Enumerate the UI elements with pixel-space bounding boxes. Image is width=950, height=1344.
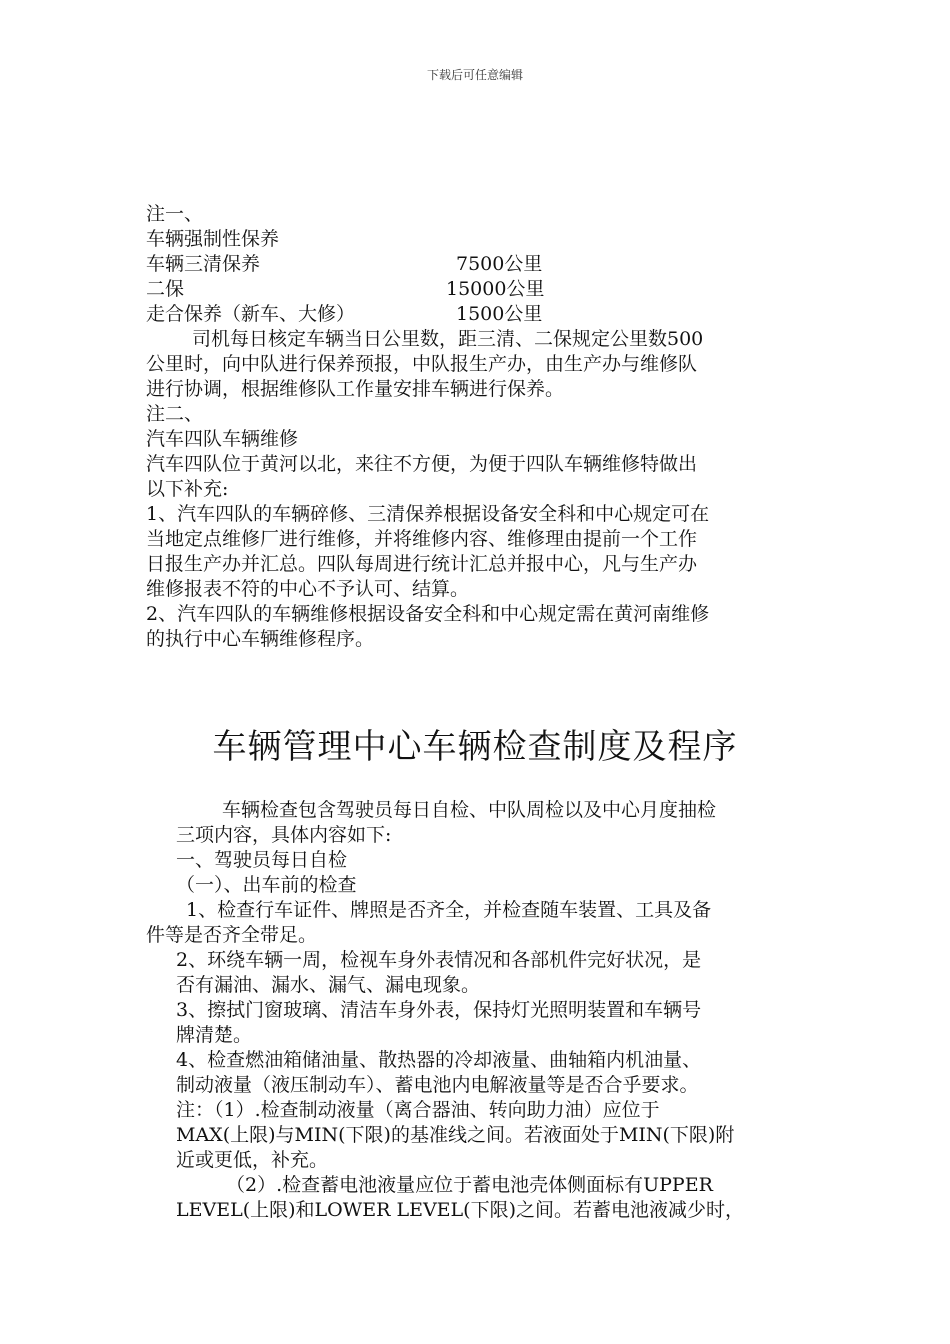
paragraph-line: 司机每日核定车辆当日公里数，距三清、二保规定公里数500 bbox=[192, 328, 704, 350]
note2-label: 注二、 bbox=[146, 403, 204, 425]
paragraph-line: 维修报表不符的中心不予认可、结算。 bbox=[146, 578, 470, 600]
item-name: 走合保养（新车、大修） bbox=[146, 303, 356, 325]
section-heading: 一、驾驶员每日自检 bbox=[176, 849, 348, 871]
item-name: 二保 bbox=[146, 278, 185, 300]
paragraph-line: 当地定点维修厂进行维修，并将维修内容、维修理由提前一个工作 bbox=[146, 528, 698, 550]
paragraph-line: 注：（1）.检查制动液量（离合器油、转向助力油）应位于 bbox=[176, 1099, 660, 1121]
paragraph-line: 公里时，向中队进行保养预报，中队报生产办，由生产办与维修队 bbox=[146, 353, 698, 375]
paragraph-line: 汽车四队位于黄河以北，来往不方便，为便于四队车辆维修特做出 bbox=[146, 453, 698, 475]
paragraph-line: 2、环绕车辆一周，检视车身外表情况和各部机件完好状况，是 bbox=[176, 949, 702, 971]
item-name: 车辆三清保养 bbox=[146, 253, 261, 275]
paragraph-line: 2、汽车四队的车辆维修根据设备安全科和中心规定需在黄河南维修 bbox=[146, 603, 710, 625]
fourth-team-title: 汽车四队车辆维修 bbox=[146, 428, 299, 450]
paragraph-line: 否有漏油、漏水、漏气、漏电现象。 bbox=[176, 974, 481, 996]
paragraph-line: 制动液量（液压制动车）、蓄电池内电解液量等是否合乎要求。 bbox=[176, 1074, 699, 1096]
paragraph-line: 3、擦拭门窗玻璃、清洁车身外表，保持灯光照明装置和车辆号 bbox=[176, 999, 702, 1021]
paragraph-line: 的执行中心车辆维修程序。 bbox=[146, 628, 375, 650]
paragraph-line: 以下补充: bbox=[146, 478, 229, 500]
paragraph-line: 车辆检查包含驾驶员每日自检、中队周检以及中心月度抽检 bbox=[222, 799, 717, 821]
forced-maintenance-title: 车辆强制性保养 bbox=[146, 228, 280, 250]
paragraph-line: （2）.检查蓄电池液量应位于蓄电池壳体侧面标有UPPER bbox=[226, 1174, 713, 1196]
item-value: 1500公里 bbox=[456, 303, 543, 325]
paragraph-line: 4、检查燃油箱储油量、散热器的冷却液量、曲轴箱内机油量、 bbox=[176, 1049, 702, 1071]
paragraph-line: 进行协调，根据维修队工作量安排车辆进行保养。 bbox=[146, 378, 565, 400]
paragraph-line: MAX(上限)与MIN(下限)的基准线之间。若液面处于MIN(下限)附 bbox=[176, 1124, 735, 1146]
paragraph-line: 近或更低，补充。 bbox=[176, 1149, 329, 1171]
header-note: 下载后可任意编辑 bbox=[426, 68, 523, 82]
page-title: 车辆管理中心车辆检查制度及程序 bbox=[212, 727, 738, 767]
paragraph-line: 牌清楚。 bbox=[176, 1024, 253, 1046]
paragraph-line: LEVEL(上限)和LOWER LEVEL(下限)之间。若蓄电池液减少时， bbox=[176, 1199, 744, 1221]
note1-label: 注一、 bbox=[146, 203, 204, 225]
paragraph-line: 1、检查行车证件、牌照是否齐全，并检查随车装置、工具及备 bbox=[186, 899, 712, 921]
paragraph-line: 日报生产办并汇总。四队每周进行统计汇总并报中心，凡与生产办 bbox=[146, 553, 698, 575]
paragraph-line: 件等是否齐全带足。 bbox=[146, 924, 318, 946]
item-value: 15000公里 bbox=[446, 278, 545, 300]
item-value: 7500公里 bbox=[456, 253, 543, 275]
paragraph-line: 三项内容，具体内容如下: bbox=[176, 824, 392, 846]
paragraph-line: 1、汽车四队的车辆碎修、三清保养根据设备安全科和中心规定可在 bbox=[146, 503, 710, 525]
subsection-heading: （一）、出车前的检查 bbox=[176, 874, 357, 896]
